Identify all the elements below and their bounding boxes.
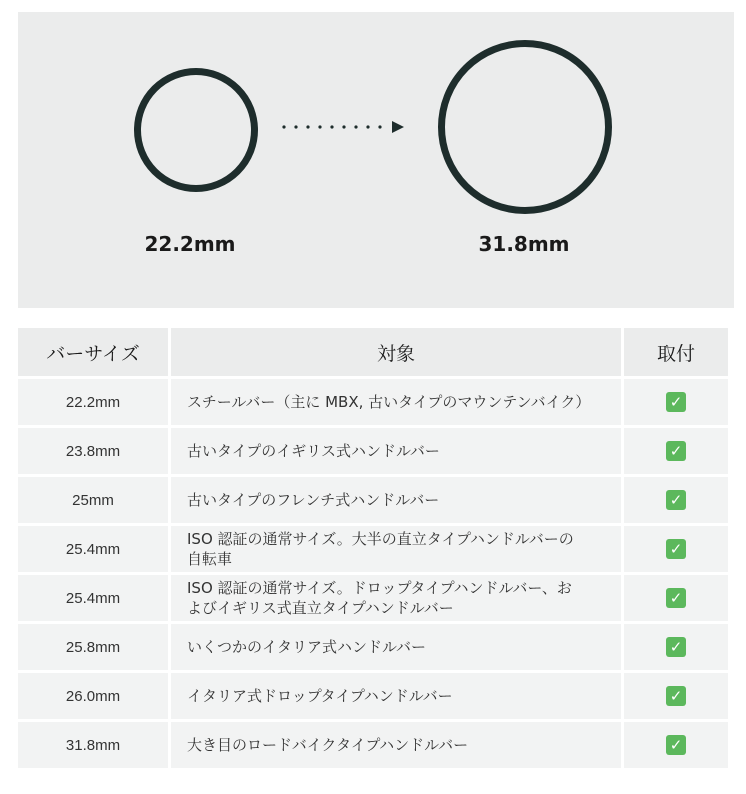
check-icon: ✓ (666, 637, 686, 657)
check-icon: ✓ (666, 441, 686, 461)
diagram-panel (18, 12, 734, 308)
size-cell: 25.8mm (18, 624, 168, 670)
target-cell: ISO 認証の通常サイズ。ドロップタイプハンドルバー、およびイギリス式直立タイプハンドルバー (171, 575, 621, 621)
table-row (18, 477, 728, 523)
check-icon: ✓ (666, 392, 686, 412)
check-icon: ✓ (666, 588, 686, 608)
check-icon: ✓ (666, 735, 686, 755)
size-cell: 25mm (18, 477, 168, 523)
fit-cell (624, 379, 728, 425)
target-cell: ISO 認証の通常サイズ。大半の直立タイプハンドルバーの自転車 (171, 526, 621, 572)
size-cell: 26.0mm (18, 673, 168, 719)
check-icon: ✓ (666, 539, 686, 559)
fit-cell (624, 526, 728, 572)
target-cell: イタリア式ドロップタイプハンドルバー (171, 673, 621, 719)
fit-cell (624, 722, 728, 768)
check-icon: ✓ (666, 490, 686, 510)
target-cell: 古いタイプのイギリス式ハンドルバー (171, 428, 621, 474)
header-fit: 取付 (624, 328, 728, 376)
small-ring-illustration (134, 68, 258, 192)
check-icon: ✓ (666, 686, 686, 706)
table-row (18, 673, 728, 719)
table-row (18, 526, 728, 572)
fit-cell (624, 428, 728, 474)
fit-cell (624, 575, 728, 621)
table-row (18, 379, 728, 425)
fit-cell (624, 673, 728, 719)
fit-cell (624, 624, 728, 670)
table-row (18, 624, 728, 670)
header-bar-size: バーサイズ (18, 328, 168, 376)
size-cell: 25.4mm (18, 575, 168, 621)
size-cell: 25.4mm (18, 526, 168, 572)
table-header-row (18, 328, 728, 376)
large-ring-illustration (438, 40, 612, 214)
dotted-arrow-icon (280, 120, 408, 134)
small-size-label: 22.2mm (144, 232, 236, 256)
table-row (18, 575, 728, 621)
header-target: 対象 (171, 328, 621, 376)
target-cell: 古いタイプのフレンチ式ハンドルバー (171, 477, 621, 523)
target-cell: 大き目のロードバイクタイプハンドルバー (171, 722, 621, 768)
table-row (18, 428, 728, 474)
bar-size-table (15, 325, 731, 771)
size-cell: 23.8mm (18, 428, 168, 474)
fit-cell (624, 477, 728, 523)
table-row (18, 722, 728, 768)
large-size-label: 31.8mm (478, 232, 570, 256)
target-cell: いくつかのイタリア式ハンドルバー (171, 624, 621, 670)
target-cell: スチールバー（主に MBX, 古いタイプのマウンテンバイク） (171, 379, 621, 425)
size-cell: 22.2mm (18, 379, 168, 425)
size-cell: 31.8mm (18, 722, 168, 768)
